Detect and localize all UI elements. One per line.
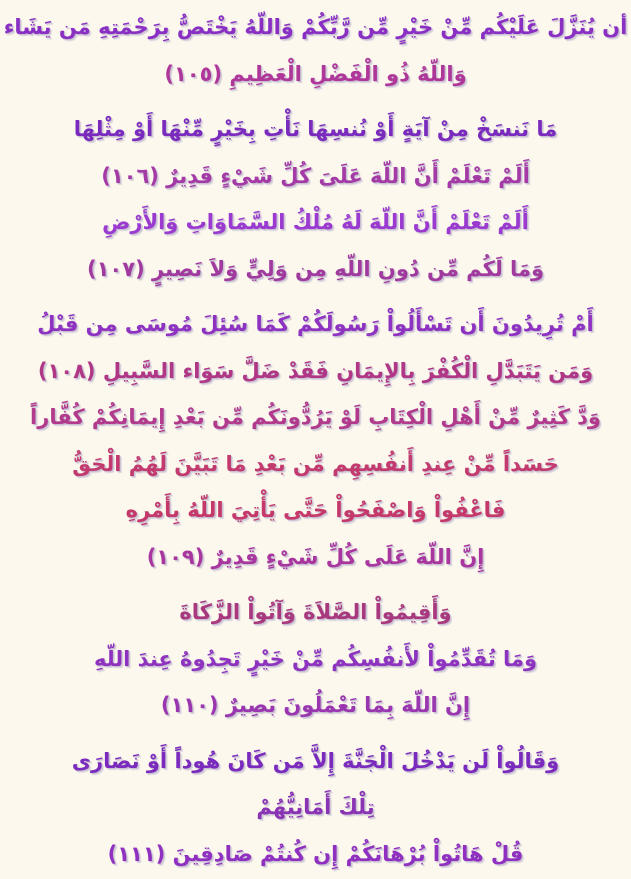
verse-line: فَاعْفُواْ وَاصْفَحُواْ حَتَّى يَأْتِيَ اللّهُ بِأَمْرِهِ [125, 498, 506, 522]
stanza-3 [0, 301, 631, 580]
verse-line: وَأَقِيمُواْ الصَّلاَةَ وَآتُواْ الزَّكَاةَ [179, 600, 452, 624]
stanza-5 [0, 738, 631, 878]
verse-line: أَلَمْ تَعْلَمْ أَنَّ اللّهَ لَهُ مُلْكُ السَّمَاوَاتِ وَالأَرْضِ [102, 210, 529, 234]
verse-line: إِنَّ اللّهَ عَلَى كُلِّ شَيْءٍ قَدِيرٌ (١٠٩) [146, 544, 485, 569]
verse-line: حَسَداً مِّنْ عِندِ أَنفُسِهِم مِّن بَعْدِ مَا تَبَيَّنَ لَهُمُ الْحَقُّ [72, 451, 559, 476]
stanza-divider [0, 97, 631, 106]
verse-line: تِلْكَ أَمَانِيُّهُمْ [256, 795, 375, 819]
verse-line: وَمَن يَتَبَدَّلِ الْكُفْرَ بِالإِيمَانِ فَقَدْ ضَلَّ سَوَاء السَّبِيلِ (١٠٨) [37, 358, 594, 383]
stanza-1 [0, 4, 631, 97]
stanza-divider [0, 580, 631, 589]
verse-line: وَدَّ كَثِيرٌ مِّنْ أَهْلِ الْكِتَابِ لَوْ يَرُدُّونَكُم مِّن بَعْدِ إِيمَانِكُمْ كُفَّاراً [30, 405, 601, 429]
verse-line: وَاللّهُ ذُو الْفَضْلِ الْعَظِيمِ (١٠٥) [164, 61, 467, 86]
verse-line: أن يُنَزَّلَ عَلَيْكُم مِّنْ خَيْرٍ مِّن رَّبِّكُمْ وَاللّهُ يَخْتَصُّ بِرَحْمَتِهِ مَن يَشَاء [3, 15, 628, 39]
stanza-divider [0, 729, 631, 738]
verse-line: وَمَا لَكُم مِّن دُونِ اللّهِ مِن وَلِيٍّ وَلاَ نَصِيرٍ (١٠٧) [87, 256, 544, 281]
stanza-divider [0, 292, 631, 301]
verse-line: وَقَالُواْ لَن يَدْخُلَ الْجَنَّةَ إِلاَّ مَن كَانَ هُوداً أَوْ نَصَارَى [71, 748, 560, 773]
stanza-4 [0, 589, 631, 729]
verse-line: أَلَمْ تَعْلَمْ أَنَّ اللّهَ عَلَىَ كُلِّ شَيْءٍ قَدِيرٌ (١٠٦) [101, 163, 530, 188]
stanza-2 [0, 106, 631, 292]
verse-line: إِنَّ اللّهَ بِمَا تَعْمَلُونَ بَصِيرٌ (١١٠) [160, 693, 471, 717]
verse-line: قُلْ هَاتُواْ بُرْهَانَكُمْ إِن كُنتُمْ صَادِقِينَ (١١١) [107, 841, 524, 866]
verse-line: وَمَا تُقَدِّمُواْ لأَنفُسِكُم مِّنْ خَيْرٍ تَجِدُوهُ عِندَ اللّهِ [93, 646, 537, 671]
verse-line: مَا نَنسَخْ مِنْ آيَةٍ أَوْ نُنسِهَا نَأْتِ بِخَيْرٍ مِّنْهَا أَوْ مِثْلِهَا [73, 117, 558, 141]
verse-line: أَمْ تُرِيدُونَ أَن تَسْأَلُواْ رَسُولَكُمْ كَمَا سُئِلَ مُوسَى مِن قَبْلُ [37, 312, 594, 336]
